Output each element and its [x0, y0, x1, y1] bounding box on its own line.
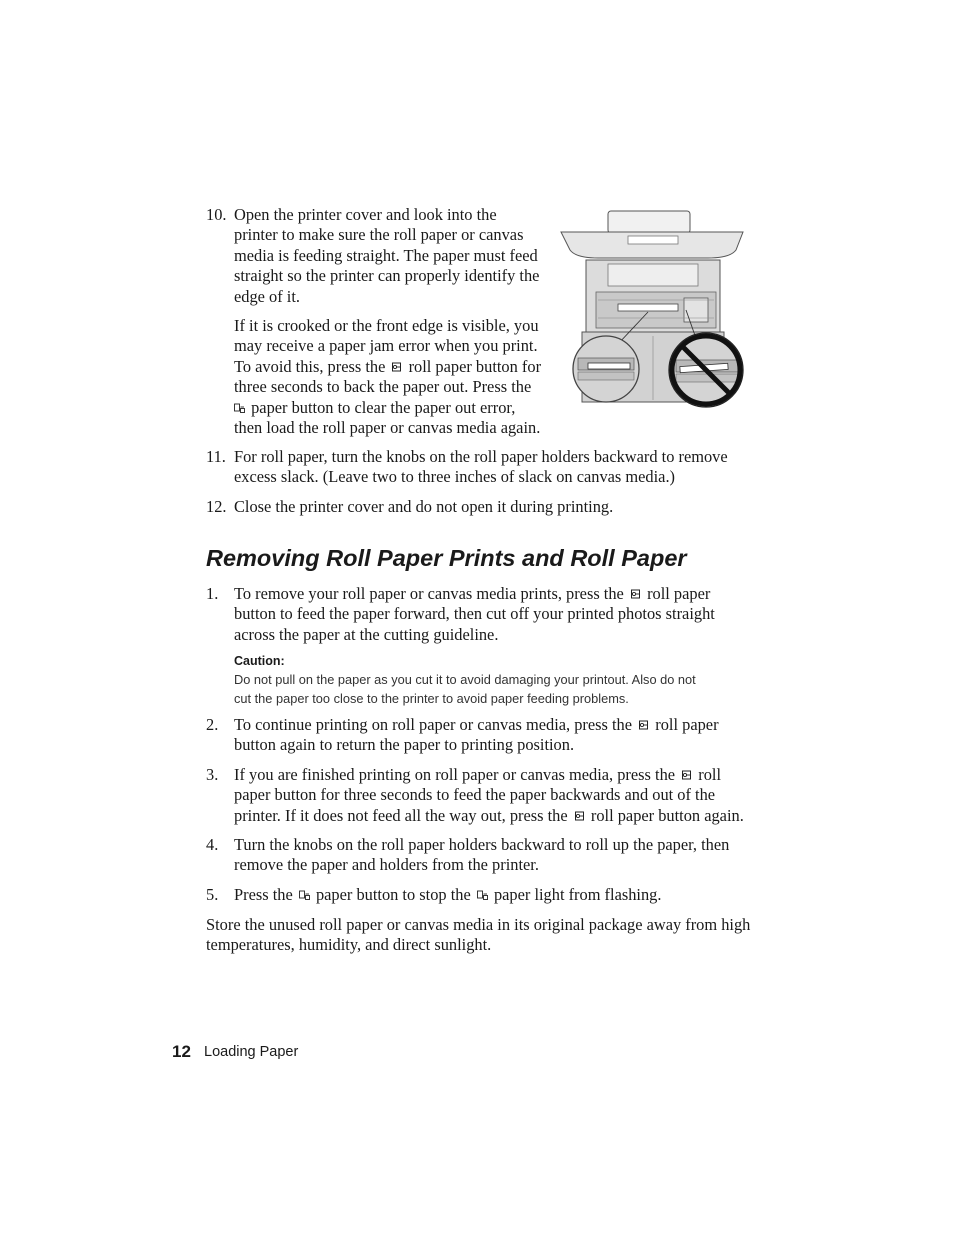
text-line: paper button for three seconds to feed the paper backwards and out of the — [234, 785, 716, 805]
text-line: across the paper at the cutting guideline. — [234, 624, 499, 644]
roll-paper-icon — [574, 810, 585, 822]
text-fragment: roll paper — [647, 584, 711, 603]
step-text — [234, 447, 764, 488]
step-text — [234, 715, 764, 756]
text-fragment: roll paper button for — [408, 356, 542, 376]
text-line — [234, 357, 564, 377]
paper-icon — [477, 889, 488, 901]
text-fragment: printer. If it does not feed all the way out, press the — [234, 805, 568, 825]
step-number: 2. — [206, 715, 219, 734]
step-10-detail — [234, 316, 564, 438]
step-number: 3. — [206, 765, 219, 784]
text-fragment: To avoid this, press the — [234, 356, 386, 376]
text-line: Close the printer cover and do not open it during printing. — [234, 497, 614, 516]
step-text — [234, 885, 764, 905]
text-line — [234, 398, 564, 418]
step-number: 4. — [206, 835, 219, 854]
step-text — [234, 835, 764, 876]
text-line: Open the printer cover and look into the — [234, 205, 497, 224]
step-text — [234, 205, 564, 307]
text-fragment: If you are finished printing on roll paper or canvas media, press the — [234, 765, 676, 784]
text-line: If it is crooked or the front edge is visible, you — [234, 316, 539, 335]
step-text — [234, 497, 764, 517]
step-number: 11. — [206, 447, 226, 466]
text-line: may receive a paper jam error when you print. — [234, 336, 538, 356]
text-line: media is feeding straight. The paper must feed — [234, 245, 538, 265]
printer-illustration — [558, 208, 748, 413]
step-number: 5. — [206, 885, 219, 904]
text-fragment: paper light from flashing. — [493, 885, 662, 904]
section-heading: Removing Roll Paper Prints and Roll Paper — [206, 545, 687, 571]
text-line — [234, 806, 764, 826]
caution-text — [234, 671, 754, 708]
step-text — [234, 765, 764, 826]
text-line: Do not pull on the paper as you cut it to avoid damaging your printout. Also do not — [234, 672, 696, 687]
text-line: remove the paper and holders from the printer. — [234, 855, 539, 875]
text-fragment: To continue printing on roll paper or canvas media, press the — [234, 715, 633, 734]
paper-icon — [234, 402, 245, 414]
closing-paragraph — [206, 915, 766, 956]
text-line: temperatures, humidity, and direct sunlight. — [206, 935, 492, 955]
text-line — [234, 584, 764, 604]
text-line: For roll paper, turn the knobs on the roll paper holders backward to remove — [234, 447, 728, 466]
roll-paper-icon — [391, 361, 402, 373]
text-line: Turn the knobs on the roll paper holders backward to roll up the paper, then — [234, 835, 730, 854]
text-line — [234, 765, 764, 785]
step-number: 10. — [206, 205, 227, 224]
text-line — [234, 715, 764, 735]
text-line: printer to make sure the roll paper or canvas — [234, 225, 524, 245]
text-line: edge of it. — [234, 286, 300, 306]
paper-icon — [299, 889, 310, 901]
text-fragment: To remove your roll paper or canvas media prints, press the — [234, 584, 624, 603]
text-line — [234, 885, 764, 905]
text-line: cut the paper too close to the printer to avoid paper feeding problems. — [234, 690, 629, 706]
text-line: button again to return the paper to printing position. — [234, 735, 575, 755]
text-fragment: Press the — [234, 885, 293, 904]
roll-paper-icon — [681, 769, 692, 781]
text-fragment: paper button to stop the — [315, 885, 471, 904]
roll-paper-icon — [630, 588, 641, 600]
page-number: 12 — [172, 1042, 191, 1061]
caution-title: Caution: — [234, 654, 285, 668]
step-text — [234, 584, 764, 645]
text-fragment: roll — [698, 765, 722, 784]
text-line: Store the unused roll paper or canvas media in its original package away from high — [206, 915, 751, 934]
footer-section-label: Loading Paper — [204, 1044, 299, 1060]
text-fragment: paper button to clear the paper out error, — [251, 397, 516, 417]
text-line: then load the roll paper or canvas media again. — [234, 418, 541, 438]
text-line: excess slack. (Leave two to three inches of slack on canvas media.) — [234, 467, 676, 487]
text-line: button to feed the paper forward, then cut off your printed photos straight — [234, 604, 715, 624]
text-line: straight so the printer can properly identify the — [234, 266, 540, 286]
text-fragment: roll paper button again. — [590, 805, 744, 825]
roll-paper-icon — [638, 719, 649, 731]
step-number: 12. — [206, 497, 227, 516]
text-line: three seconds to back the paper out. Press the — [234, 377, 532, 397]
text-fragment: roll paper — [655, 715, 719, 734]
step-number: 1. — [206, 584, 219, 603]
